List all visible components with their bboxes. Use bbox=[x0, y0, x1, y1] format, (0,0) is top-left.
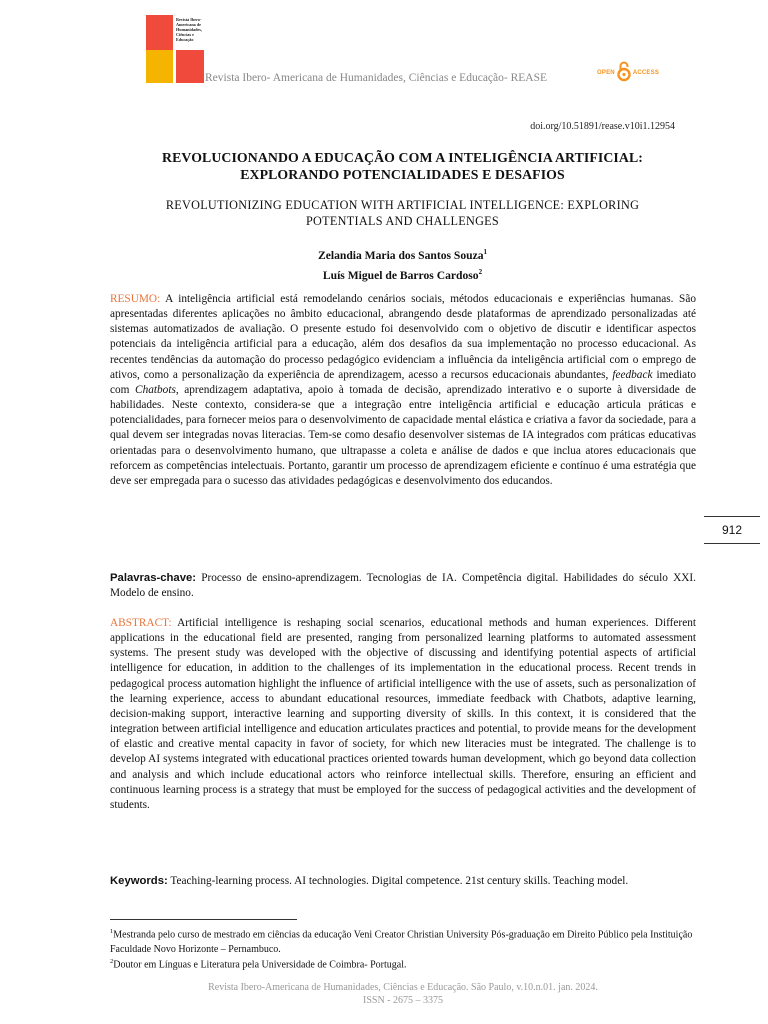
journal-header: Revista Ibero- Americana de Humanidades, Ciências e Educação- REASE bbox=[205, 72, 548, 84]
authors bbox=[105, 244, 700, 284]
logo-square-red-top bbox=[146, 15, 173, 50]
title-portuguese: REVOLUCIONANDO A EDUCAÇÃO COM A INTELIGÊNCIA ARTIFICIAL: EXPLORANDO POTENCIALIDADES E DESAFIOS bbox=[162, 150, 643, 182]
title-english: REVOLUTIONIZING EDUCATION WITH ARTIFICIAL INTELLIGENCE: EXPLORING POTENTIALS AND CHALLENGES bbox=[165, 198, 640, 228]
logo-text: Revista Ibero- Americana de Humanidades, Ciências e Educação bbox=[176, 17, 202, 42]
palavras-chave-paragraph: Palavras-chave: Processo de ensino-aprendizagem. Tecnologias de IA. Competência digital. Habilidades do século XXI. Modelo de ensino. bbox=[110, 572, 696, 600]
open-access-right-label: ACCESS bbox=[632, 70, 660, 76]
resumo-label: RESUMO: bbox=[110, 293, 161, 305]
palavras-chave-label: Palavras-chave: bbox=[110, 572, 197, 584]
page-number: 912 bbox=[704, 516, 760, 544]
open-access-left-label: OPEN bbox=[597, 70, 615, 76]
author-1: Zelandia Maria dos Santos Souza$^1$ bbox=[317, 248, 488, 262]
author-2: Luís Miguel de Barros Cardoso$^2$ bbox=[322, 267, 483, 282]
resumo-paragraph: RESUMO: A inteligência artificial está remodelando cenários sociais, métodos educacionais e experiências humanas. São apresentadas diferentes aplicações no âmbito educacional, abrangendo desde plataformas de aprendizado personalizadas até sistemas automatizados de avaliação. O presente estudo foi desenvolvido com o objetivo de discutir e identificar aspectos potenciais da inteligência artificial para a educação, além dos desafios da sua implementação no processo educacional. As recentes tendências da automação do processo pedagógico evidenciam a influência da inteligência artificial com o emprego de ativos, como a personalização da experiência de aprendizagem, acesso a recursos educacionais abundantes, feedback imediato com Chatbots, aprendizagem adaptativa, apoio à tomada de decisão, aprendizado interativo e o suporte à diversidade de habilidades. Neste contexto, considera-se que a integração entre inteligência artificial e educação articula práticas e potencialidades, para fornecer meios para o desenvolvimento de capacidade mental elástica e criativa a favor da sociedade, para a qual devem ser integradas novas literacias. Tem-se como desafio desenvolver sistemas de IA integrados com práticas educativas orientadas para o desenvolvimento humano, que ultrapasse a coleta e análise de dados e que inclua atores educacionais que reforcem as competências intelectuais. Portanto, garantir um processo de aprendizagem eficiente e contínuo é uma estratégia que deve ser empregada para o sucesso das atividades pedagógicas e desenvolvimento dos educandos. bbox=[110, 293, 696, 487]
open-access-badge[interactable] bbox=[597, 60, 667, 86]
keywords-paragraph: Keywords: Teaching-learning process. AI technologies. Digital competence. 21st century skills. Teaching model. bbox=[110, 875, 629, 887]
footnote-2: $^2$Doutor em Línguas e Literatura pela Universidade de Coimbra- Portugal. bbox=[110, 958, 407, 971]
footer-issn: ISSN - 2675 – 3375 bbox=[362, 995, 443, 1006]
footer-citation: Revista Ibero-Americana de Humanidades, Ciências e Educação. São Paulo, v.10.n.01. jan. 2024. bbox=[208, 982, 598, 993]
keywords-label: Keywords: bbox=[110, 875, 168, 887]
doi[interactable]: doi.org/10.51891/rease.v10i1.12954 bbox=[530, 121, 675, 132]
logo-square-yellow bbox=[146, 50, 173, 83]
footnote-1: $^1$Mestranda pelo curso de mestrado em ciências da educação Veni Creator Christian University Pós-graduação em Direito Público pela Instituição Faculdade Novo Horizonte – Pernambuco. bbox=[110, 928, 693, 955]
open-lock-icon bbox=[617, 60, 631, 82]
logo-square-red-right bbox=[176, 50, 204, 83]
abstract-paragraph: ABSTRACT: Artificial intelligence is reshaping social scenarios, educational methods and human experiences. Different applications in the educational field are presented, ranging from personalized learning platforms to automated assessment systems. The present study was developed with the objective of discussing and identifying potential aspects of artificial intelligence for education, in addition to the challenges of its implementation in the educational process. Recent trends in pedagogical process automation highlight the influence of artificial intelligence with the use of assets, such as personalization of the learning experience, access to abundant educational resources, immediate feedback with Chatbots, adaptive learning, decision-making support, interactive learning and supporting diversity of skills. In this context, it is considered that the integration between artificial intelligence and education articulates practices and potential, to provide means for the development of elastic and creative mental capacity in favor of society, for which new literacies must be integrated. The challenge is to develop AI systems integrated with educational practices oriented towards human development, which go beyond data collection and analysis and which include educational actors who reinforce intellectual skills. Therefore, ensuring an efficient and continuous learning process is a strategy that must be employed for the success of pedagogical activities and the development of students. bbox=[110, 617, 696, 811]
abstract-label: ABSTRACT: bbox=[110, 617, 172, 629]
footnote-divider bbox=[110, 919, 297, 920]
